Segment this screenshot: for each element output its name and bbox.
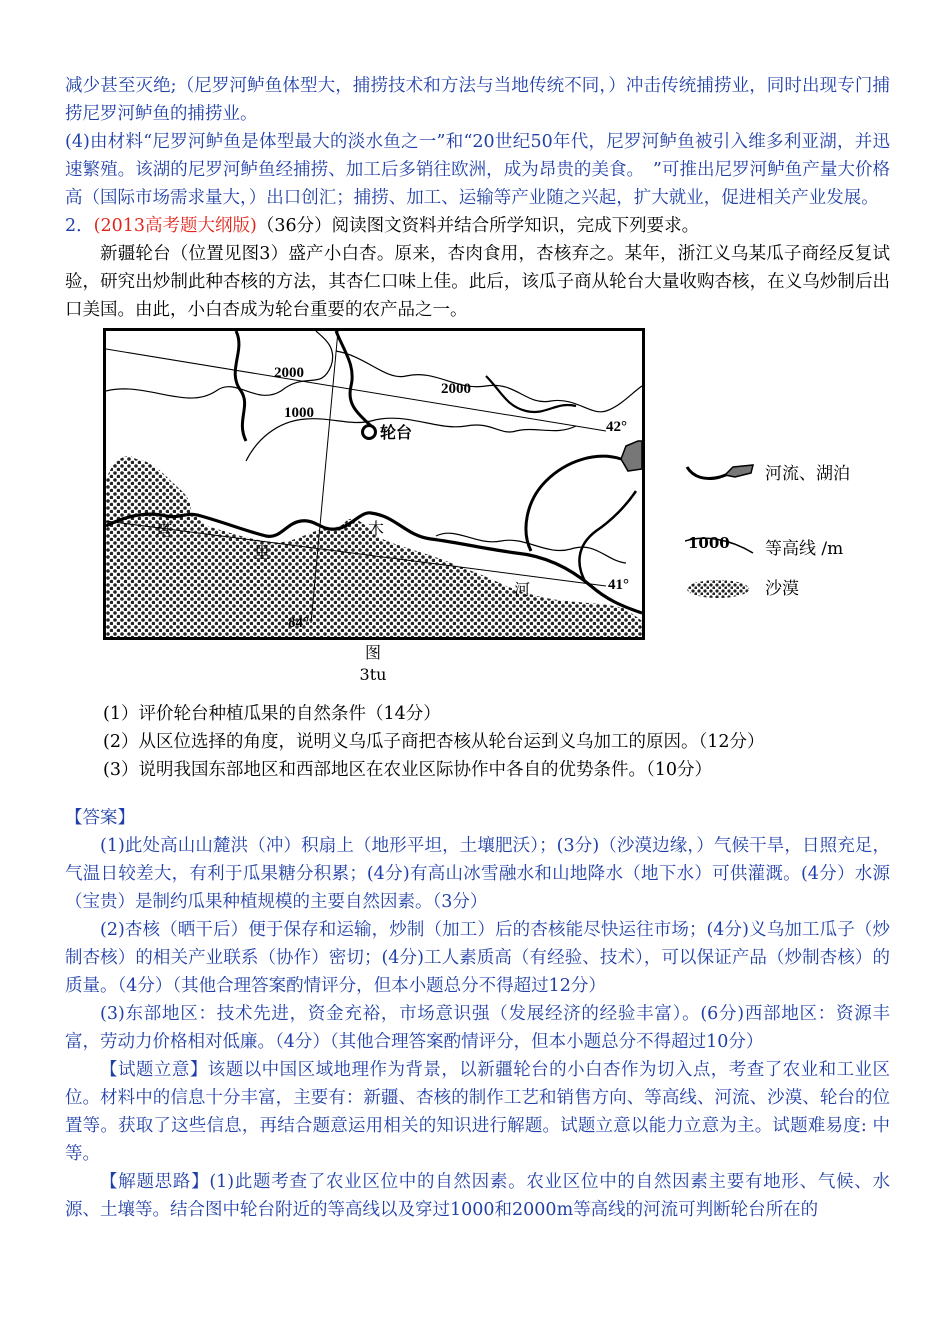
legend-contour-label: 等高线 /m xyxy=(765,539,844,559)
answer-3: (3)东部地区：技术先进，资金充裕，市场意识强（发展经济的经验丰富）。(6分)西部地区：资源丰富，劳动力价格相对低廉。（4分）（其他合理答案酌情评分，但本小题总分不得超过10分） xyxy=(65,1004,890,1052)
river-lake-symbol xyxy=(685,459,757,489)
answer-heading: 【答案】 xyxy=(65,808,135,828)
river-east xyxy=(526,456,621,551)
legend-contour xyxy=(685,531,844,561)
label-1000: 1000 xyxy=(284,405,314,421)
answer-intent: 【试题立意】该题以中国区域地理作为背景，以新疆轮台的小白杏作为切入点，考查了农业和工业区位。材料中的信息十分丰富，主要有：新疆、杏核的制作工艺和销售方向、等高线、河流、沙漠、轮台的位置等。获取了这些信息，再结合题意运用相关的知识进行解题。试题立意以能力立意为主。试题难易度: 中等。 xyxy=(65,1060,890,1164)
question-material: 新疆轮台（位置见图3）盛产小白杏。原来，杏肉食用，杏核弃之。某年，浙江义乌某瓜子商经反复试验，研究出炒制此种杏核的方法，其杏仁口味上佳。此后，该瓜子商从轮台大量收购杏核，在义乌炒制后出口美国。由此，小白杏成为轮台重要的农产品之一。 xyxy=(65,244,890,320)
intro-paragraph-1: 减少甚至灭绝;（尼罗河鲈鱼体型大，捕捞技术和方法与当地传统不同，）冲击传统捕捞业，同时出现专门捕捞尼罗河鲈鱼的捕捞业。 xyxy=(65,76,890,124)
caption-line-2: 3tu xyxy=(359,665,387,684)
label-lon-84: 84° xyxy=(288,615,309,631)
caption-line-1: 图 xyxy=(364,643,381,662)
question-header xyxy=(65,212,890,240)
label-lat-42: 42° xyxy=(606,419,627,435)
question-score: （36分）阅读图文资料并结合所学知识，完成下列要求。 xyxy=(256,216,700,236)
figure-3 xyxy=(65,324,890,700)
legend-contour-sample: 1000 xyxy=(688,534,730,552)
subquestion-2: (2）从区位选择的角度，说明义乌瓜子商把杏核从轮台运到义乌加工的原因。（12分） xyxy=(103,732,765,752)
question-source: (2013高考题大纲版) xyxy=(93,216,257,236)
legend-desert xyxy=(685,577,799,601)
map-figure xyxy=(103,328,645,640)
lake xyxy=(621,441,642,471)
luntai-marker xyxy=(363,426,376,439)
river-north-2 xyxy=(235,331,246,441)
label-2000-a: 2000 xyxy=(274,365,304,381)
desert-symbol xyxy=(685,577,757,601)
document-page xyxy=(65,72,890,1224)
intro-paragraph-2: (4)由材料“尼罗河鲈鱼是体型最大的淡水鱼之一”和“20世纪50年代，尼罗河鲈鱼被引入维多利亚湖，并迅速繁殖。该湖的尼罗河鲈鱼经捕捞、加工后多销往欧洲，成为昂贵的美食。 ”可推出尼罗河鲈鱼产量大价格高（国际市场需求量大，）出口创汇；捕捞、加工、运输等产业随之兴起，扩大就业，促进相关产业发展。 xyxy=(65,132,890,208)
legend-desert-label: 沙漠 xyxy=(765,579,799,599)
label-lat-41: 41° xyxy=(608,577,629,593)
contour-2000-b xyxy=(336,351,642,412)
river-northeast xyxy=(486,376,576,412)
label-river-he: 河 xyxy=(514,580,531,599)
subquestion-3: (3）说明我国东部地区和西部地区在农业区际协作中各自的优势条件。（10分） xyxy=(103,760,712,780)
subquestion-1: (1）评价轮台种植瓜果的自然条件（14分） xyxy=(103,704,441,724)
question-number: 2． xyxy=(65,216,94,236)
figure-caption xyxy=(353,642,393,686)
answer-1: (1)此处高山山麓洪（冲）积扇上（地形平坦，土壤肥沃）；(3分)（沙漠边缘，）气候干旱，日照充足，气温日较差大，有利于瓜果糖分积累；(4分)有高山冰雪融水和山地降水（地下水）可供灌溉。(4分）水源（宝贵）是制约瓜果种植规模的主要自然因素。（3分） xyxy=(65,836,890,912)
legend-river-lake xyxy=(685,459,850,489)
latitude-42-line xyxy=(106,349,606,431)
label-river-ta: 塔 xyxy=(156,521,173,540)
answer-2: (2)杏核（晒干后）便于保存和运输，炒制（加工）后的杏核能尽快运往市场；(4分)义乌加工瓜子（炒制杏核）的相关产业联系（协作）密切；(4分)工人素质高（有经验、技术），可以保证产品（炒制杏核）的质量。（4分）（其他合理答案酌情评分，但本小题总分不得超过12分） xyxy=(65,920,890,996)
label-river-mu: 木 xyxy=(368,519,385,538)
desert-area xyxy=(106,456,642,637)
river-north xyxy=(336,331,371,426)
legend-river-lake-label: 河流、湖泊 xyxy=(765,464,850,484)
river-east-2 xyxy=(579,491,636,583)
answer-approach: 【解题思路】(1)此题考查了农业区位中的自然因素。农业区位中的自然因素主要有地形、气候、水源、土壤等。结合图中轮台附近的等高线以及穿过1000和2000m等高线的河流可判断轮台所在的 xyxy=(65,1172,890,1220)
label-river-li: 里 xyxy=(254,543,271,562)
label-2000-b: 2000 xyxy=(441,381,471,397)
label-luntai: 轮台 xyxy=(380,423,413,442)
